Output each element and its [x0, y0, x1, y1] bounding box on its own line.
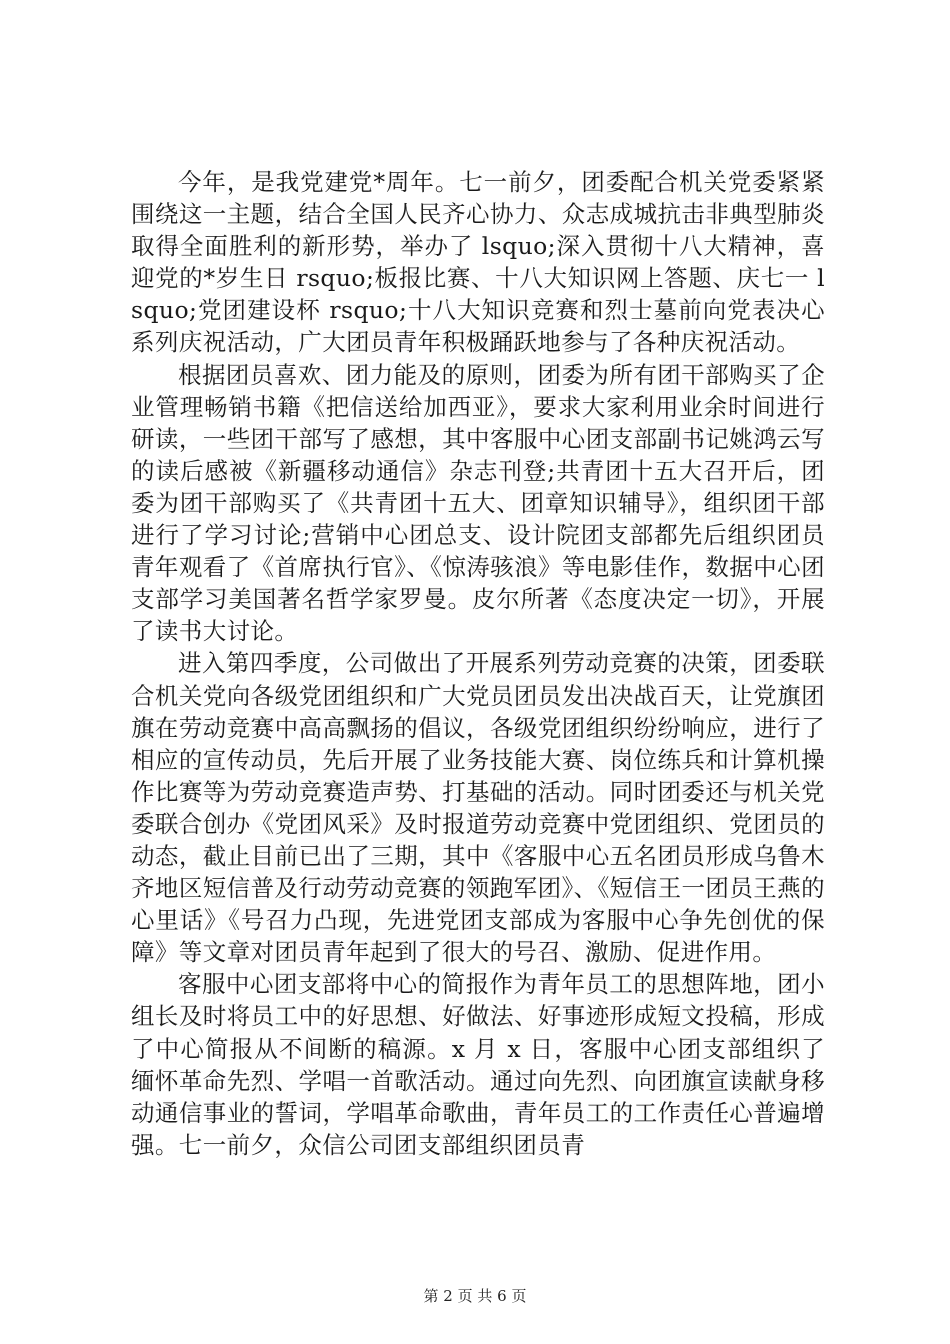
page-footer: 第 2 页 共 6 页	[423, 1287, 527, 1305]
paragraph: 客服中心团支部将中心的简报作为青年员工的思想阵地，团小组长及时将员工中的好思想、好做法、好事迹形成短文投稿，形成了中心简报从不间断的稿源。x 月 x 日，客服中心团支部组织了缅怀革命先烈、学唱一首歌活动。通过向先烈、向团旗宣读献身移动通信事业的誓词，学唱革命歌曲，青年员工的工作责任心普遍增强。七一前夕，众信公司团支部组织团员青	[131, 970, 825, 1159]
paragraph: 进入第四季度，公司做出了开展系列劳动竞赛的决策，团委联合机关党向各级党团组织和广大党员团员发出决战百天，让党旗团旗在劳动竞赛中高高飘扬的倡议，各级党团组织纷纷响应，进行了相应的宣传动员，先后开展了业务技能大赛、岗位练兵和计算机操作比赛等为劳动竞赛造声势、打基础的活动。同时团委还与机关党委联合创办《党团风采》及时报道劳动竞赛中党团组织、党团员的动态，截止目前已出了三期，其中《客服中心五名团员形成乌鲁木齐地区短信普及行动劳动竞赛的领跑军团》、《短信王一团员王燕的心里话》《号召力凸现，先进党团支部成为客服中心争先创优的保障》等文章对团员青年起到了很大的号召、激励、促进作用。	[131, 649, 825, 967]
paragraph: 根据团员喜欢、团力能及的原则，团委为所有团干部购买了企业管理畅销书籍《把信送给加西亚》，要求大家利用业余时间进行研读，一些团干部写了感想，其中客服中心团支部副书记姚鸿云写的读后感被《新疆移动通信》杂志刊登;共青团十五大召开后，团委为团干部购买了《共青团十五大、团章知识辅导》，组织团干部进行了学习讨论;营销中心团总支、设计院团支部都先后组织团员青年观看了《首席执行官》、《惊涛骇浪》等电影佳作，数据中心团支部学习美国著名哲学家罗曼。皮尔所著《态度决定一切》，开展了读书大讨论。	[131, 360, 825, 646]
document-body	[131, 166, 825, 1161]
paragraph: 今年，是我党建党*周年。七一前夕，团委配合机关党委紧紧围绕这一主题，结合全国人民齐心协力、众志成城抗击非典型肺炎取得全面胜利的新形势，举办了 lsquo;深入贯彻十八大精神，喜迎党的*岁生日 rsquo;板报比赛、十八大知识网上答题、庆七一 lsquo;党团建设杯 rsquo;十八大知识竞赛和烈士墓前向党表决心系列庆祝活动，广大团员青年积极踊跃地参与了各种庆祝活动。	[131, 168, 825, 357]
